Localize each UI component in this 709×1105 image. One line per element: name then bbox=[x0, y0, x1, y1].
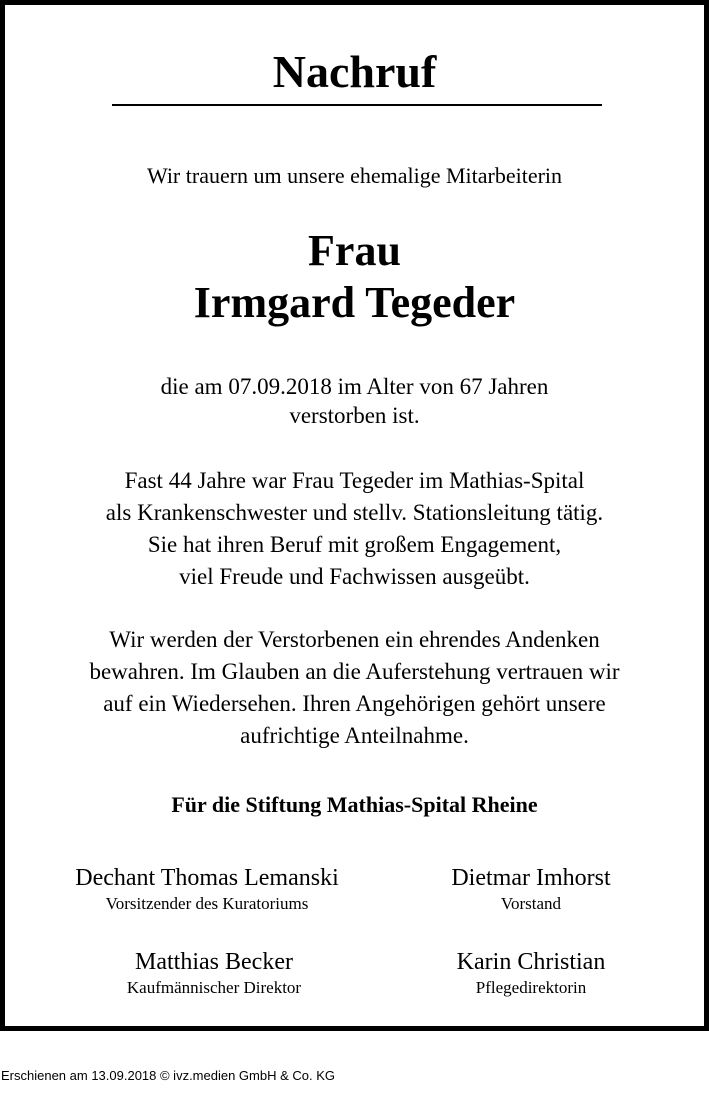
signatory-role: Kaufmännischer Direktor bbox=[126, 978, 302, 997]
signatory-role: Pflegedirektorin bbox=[475, 978, 587, 997]
remembrance-paragraph bbox=[5, 624, 704, 752]
paragraph-line: viel Freude und Fachwissen ausgeübt. bbox=[179, 564, 530, 589]
signatory bbox=[49, 948, 379, 999]
intro-text: Wir trauern um unsere ehemalige Mitarbeiterin bbox=[146, 163, 563, 188]
signatory-name: Dechant Thomas Lemanski bbox=[75, 865, 339, 891]
paragraph-line: bewahren. Im Glauben an die Auferstehung vertrauen wir bbox=[89, 659, 620, 684]
signatory bbox=[366, 864, 696, 915]
paragraph-line: Wir werden der Verstorbenen ein ehrendes Andenken bbox=[109, 627, 600, 652]
death-date-paragraph bbox=[5, 372, 704, 430]
paragraph-line: Sie hat ihren Beruf mit großem Engagement, bbox=[147, 532, 562, 557]
paragraph-line: Fast 44 Jahre war Frau Tegeder im Mathias-Spital bbox=[124, 468, 585, 493]
paragraph-line: die am 07.09.2018 im Alter von 67 Jahren bbox=[160, 374, 549, 399]
paragraph-line: aufrichtige Anteilnahme. bbox=[240, 723, 469, 748]
career-paragraph bbox=[5, 465, 704, 593]
paragraph-line: als Krankenschwester und stellv. Stationsleitung tätig. bbox=[105, 500, 604, 525]
signatory-role: Vorstand bbox=[500, 894, 562, 913]
paragraph-line: verstorben ist. bbox=[289, 403, 420, 428]
notice-title: Nachruf bbox=[272, 46, 437, 97]
paragraph-line: auf ein Wiedersehen. Ihren Angehörigen gehört unsere bbox=[103, 691, 606, 716]
signatory bbox=[42, 864, 372, 915]
deceased-name-line1: Frau bbox=[308, 226, 401, 275]
signatory-name: Karin Christian bbox=[456, 949, 606, 975]
signatory-name: Dietmar Imhorst bbox=[451, 865, 611, 891]
publication-footer: Erschienen am 13.09.2018 © ivz.medien GmbH & Co. KG bbox=[1, 1068, 336, 1083]
signatory bbox=[366, 948, 696, 999]
foundation-line: Für die Stiftung Mathias-Spital Rheine bbox=[171, 792, 538, 817]
deceased-name bbox=[5, 225, 704, 329]
signatory-name: Matthias Becker bbox=[135, 949, 293, 975]
signatory-role: Vorsitzender des Kuratoriums bbox=[105, 894, 309, 913]
title-divider bbox=[112, 104, 602, 106]
deceased-name-line2: Irmgard Tegeder bbox=[193, 278, 516, 327]
